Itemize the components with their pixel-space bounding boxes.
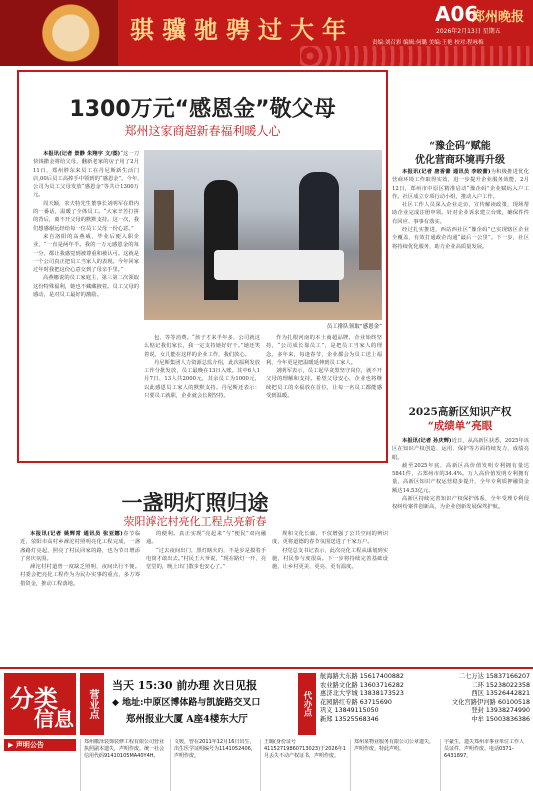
paragraph-text: 截至2025年底，高新区高价值发明专利拥有量达5841件，占郑州市的34.4%。万人高价值发明专利拥有量，高新区知识产权运营稳步提升，全年专利质押融资金额达14.53亿元。 [392, 462, 529, 494]
announcement-label: ▶ 声明公告 [4, 739, 76, 751]
lead-article [17, 70, 388, 463]
agent-row [320, 682, 530, 691]
right-article-2-body [392, 437, 529, 659]
agent-label: 代办点 [298, 673, 316, 735]
editors-line: 责编:刘召彩 编辑:何璐 美编:王艳 校对:程咏梅 [372, 40, 484, 46]
business-point-label: 营业点 [80, 673, 104, 735]
right-article-body [392, 168, 529, 400]
agent-row [320, 699, 530, 708]
paragraph [20, 563, 140, 588]
paragraph [392, 437, 529, 462]
paragraph-text: 社区工作人员深入企业走访，宣传解读政策，现场帮助企业完成注册申领。针对企业诉求建立台账，确保件件有回应、事事有落实。 [392, 202, 529, 225]
person-figure [204, 180, 238, 300]
agent-contact: 航海路大东路 15617400882 [320, 673, 404, 680]
second-column-3 [272, 530, 388, 660]
paragraph [33, 200, 139, 233]
right-headline-3: 2025高新区知识产权 [408, 406, 512, 418]
agent-row [320, 690, 530, 699]
agent-contact: 农业路文化路 13603716282 [320, 681, 404, 689]
lead-column-1 [33, 150, 139, 456]
lead-headline: 1300万元“感恩金”敬父母 [69, 97, 336, 122]
megaphone-icon: ▶ [8, 740, 16, 749]
paragraph [33, 150, 139, 200]
ad-address: ◆ 地址:中原区博体路与凯旋路交叉口 [112, 698, 261, 708]
location-pin-icon: ◆ [112, 698, 123, 708]
paragraph-text: 春节临近，荥阳市高村乡滹沱村照明亮化工程完成，一盏盏路灯亮起，照亮了村民回家的路，也为节日增添了喜庆氛围。 [20, 531, 140, 562]
second-column-1 [20, 530, 140, 660]
announcement: 郑州某物业服务有限公司公章遗失，声明作废。特此声明。 [350, 739, 440, 791]
page-header [0, 0, 533, 66]
agent-contact: 新郑 13525568346 [320, 715, 379, 723]
paragraph-text: 村党总支书记表示，此次亮化工程从谋划到实施，村民参与度很高。下一步将持续完善基础设施，让乡村更美、更亮、更有温度。 [272, 547, 388, 571]
paragraph-text: 刘明军表示，员工起早贪黑坚守岗位，就不开父母的理解和支持。希望父母安心，企业也将继续把员工的幸福放在首位，让每一名员工都能感受到温暖。 [266, 368, 382, 400]
right-headline-4: “成绩单”亮眼 [427, 420, 493, 432]
paragraph [144, 334, 260, 359]
paragraph-text: 作为扎根河南的本土商超品牌，企业始终坚持，“公司成长靠员工”，是把员工当家人的理念。多年来，每逢春节，企业都会为员工送上福利，今年更是把温暖延伸到员工家人。 [266, 335, 382, 366]
ad-building: 郑州报业大厦 A座4楼东大厅 [126, 714, 248, 725]
business-info [106, 673, 296, 735]
agent-list [320, 673, 530, 735]
floral-decoration [300, 46, 533, 66]
paragraph [146, 547, 266, 572]
paragraph [392, 168, 529, 201]
lead-column-3 [266, 334, 382, 456]
paragraph-text: 规和文化长廊，不仅增强了公共空间的辨识度，更将道德的春节氛围送进了千家万户。 [272, 531, 388, 546]
agent-contact: 花园路红专路 63715690 [320, 698, 392, 706]
paragraph-text: 高燕娜说的员工家庭主，第三第二次领取这份特殊福利，她也不藏藏掖着。员工父母的感动，是对员工最好的激励。 [33, 275, 139, 299]
agent-contact: 惠济北大学城 13838173523 [320, 690, 404, 697]
agent-contact: 登封 13938274990 [471, 707, 530, 714]
agent-row [320, 707, 530, 716]
page-number: A06 [435, 2, 479, 26]
banner-title: 骐骥驰骋过大年 [130, 15, 354, 44]
paragraph-text: 包、等等消费。“孩子才来半年多，公司就这么惦记我们家长，我一定支持她好好干。”她还笑着说，女儿能在这样的企业工作，我们放心。 [144, 335, 260, 358]
agent-contact: 西区 13526442821 [471, 690, 530, 697]
paragraph [392, 495, 529, 512]
paragraph [392, 226, 529, 251]
byline: 本报讯(记者 景静 朱翔宇 文/图) [43, 151, 121, 157]
agent-contact: 二七万达 15837166207 [458, 673, 530, 680]
paragraph [33, 274, 139, 299]
horse-illustration [0, 0, 118, 66]
right-headline-1: “豫企码”赋能 [429, 141, 491, 152]
paragraph-text: 近日，从高新区获悉，2025年该区在知识产权创造、运用、保护等方面持续发力，成绩亮眼。 [392, 438, 529, 461]
lead-subheadline: 郑州这家商超新春福利暖人心 [124, 124, 281, 138]
paragraph-text: 滹沱村村道曾一度缺乏照明，夜间出行不便。村委会把亮化工程作为为民办实事的重点，多方筹措资金，推动工程落地。 [20, 564, 140, 587]
announcement: 王璐(身份证号41152719860713023)于2026年1月丢失不动产权证书，声明作废。 [260, 739, 350, 791]
right-headline-2: 优化营商环境再升级 [415, 155, 505, 166]
paragraph [266, 367, 382, 400]
paragraph-text: 为积极推进优化营商环境工作取得实效，进一步提升企业服务效能，2月12日，郑州市中原区精准启动“豫企码”企业赋码入户工作。社区成立专项行动小组，推动入户工作。 [392, 169, 529, 200]
second-column-2 [146, 530, 266, 660]
classified-ads-section [0, 667, 533, 791]
classified-label-1: 分类 [10, 684, 58, 713]
classified-label-2: 信息 [34, 707, 74, 731]
paragraph [392, 201, 529, 226]
byline: 本报讯(记者 姚辉常 通讯员 张亚娜) [30, 531, 123, 537]
announcement: 郑州徽泽装饰装修工程有限公司营业执照副本遗失，声明作废。统一社会信用代码91410105MA40Y4H。 [80, 739, 170, 791]
agent-row [320, 716, 530, 725]
agent-contact: 文化宫路伊河路 60100518 [451, 698, 530, 706]
agent-row [320, 673, 530, 682]
byline: 本报讯(记者 孙庆辉) [402, 438, 452, 444]
paragraph-text: 经过扎实推进，西站西社区“豫企码”已实现辖区企业全覆盖，有效打通政企沟通“最后一公里”。下一步，社区将持续优化服务，助力企业高质量发展。 [392, 227, 529, 250]
classified-label [4, 673, 76, 735]
issue-date: 2026年2月13日 星期五 [436, 28, 501, 35]
paragraph [144, 359, 260, 400]
paragraph [33, 233, 139, 274]
paragraph [146, 530, 266, 547]
second-subheadline: 荥阳滹沱村亮化工程点亮新春 [123, 515, 267, 528]
agent-contact: 二环 15238022358 [471, 681, 530, 689]
paragraph [272, 530, 388, 547]
lead-column-2 [144, 334, 260, 456]
photo-caption: 员工排队领取“感恩金” [326, 324, 382, 330]
person-figure [299, 172, 339, 302]
paragraph-text: 高新区持续完善知识产权保护体系，全年受理专利侵权纠纷案件创新高，为企业创新发展保驾护航。 [392, 496, 529, 511]
paragraph-text: 周天颖，农夫特先生董事长刘明军在群内的一番话，温暖了全体员工。“大家辛苦打拼的背后，离不开父母的默默支持。这一次，我们想感谢远经给每一位员工父母一份心意。” [33, 200, 139, 232]
lead-photo [144, 150, 382, 320]
paper-name: 郑州晚报 [472, 10, 525, 25]
paragraph-text: 来自洛阳的高燕威，毕业后便入职企业，“一直是两年半。我的一万元感恩金的每一分，都让我感觉到被尊重和被认可。这就是一个公司真正把员工当家人的表现。今年回家过年时我把这份心意交到了母亲手里。” [33, 233, 139, 274]
counter-table [214, 250, 344, 280]
paragraph [20, 530, 140, 563]
paragraph-text: 的便利。真正实现“亮起来”与“便民”双向融通。 [146, 531, 266, 546]
ad-headline: 当天 15:30 前办理 次日见报 [112, 679, 258, 692]
paragraph-text: “过去夜间出门，黑灯瞎火的，不是步是摸着手电筒才敢出去。”村民王大爷说，“现在路灯一开，亮堂堂的，晚上出门散步也安心了。” [146, 547, 266, 571]
paragraph [266, 334, 382, 367]
byline: 本报讯(记者 唐香蕾 通讯员 李皎蕾) [402, 169, 491, 175]
paragraph-text: “这一刀快钱撒金将给父母，翻新老家的房子用了2月11日，郑州胖东来员工在丹尼斯新生活门店,00后员工高捧手中领到的“感恩金”。今年,公司为员工父母发放“感恩金”等共计1300万元。 [33, 151, 139, 199]
announcement: 文媛，曾在2011年12月16日出生，出生医学证明编号为1141052406，声明作废。 [170, 739, 260, 791]
agent-contact: 中牟 15003836386 [471, 715, 530, 723]
second-headline: 一盏明灯照归途 [121, 490, 269, 515]
paragraph [392, 462, 529, 495]
paragraph [272, 547, 388, 572]
agent-contact: 巩义 13849115050 [320, 707, 379, 714]
paragraph-text: 丹尼斯集团人力资源总监介绍，此次福利发放工作分批发放，员工最晚在13日入账。其中6人1月7日、13人共2000元，其余员工为1000元，以此感恩员工家人的默默支持。丹尼斯还表示：只要员工就职，企业就会长期坚持。 [144, 359, 260, 400]
announcement: 宇豪生，遗失郑州市事业单位工作人员证件，声明作废。电话0371-6431897。 [440, 739, 530, 791]
